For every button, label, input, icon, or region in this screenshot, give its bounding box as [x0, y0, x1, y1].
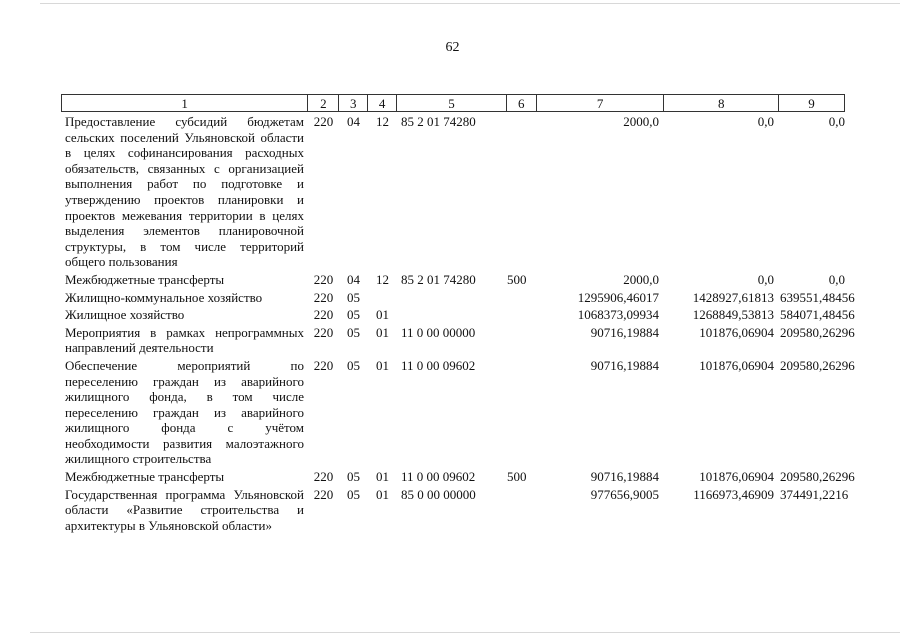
- table-row: [61, 289, 855, 306]
- row-target-article: 85 2 01 74280: [401, 114, 476, 129]
- row-section: 05: [347, 289, 360, 305]
- row-amount-2: 1166973,46909: [693, 486, 774, 502]
- row-amount-2: 101876,06904: [699, 357, 774, 373]
- table-header: [61, 94, 845, 112]
- row-target-article: [397, 307, 507, 323]
- row-amount-1: 1295906,46017: [577, 289, 659, 305]
- row-section: 05: [347, 307, 360, 323]
- row-amount-2: 0,0: [757, 114, 774, 129]
- header-col-7: 7: [537, 95, 665, 111]
- row-amount-3: 0,0: [828, 114, 845, 129]
- row-expense-type: 500: [507, 271, 527, 287]
- row-code: 220: [313, 307, 334, 323]
- table-row: [61, 357, 855, 467]
- row-section: 05: [347, 469, 360, 485]
- table-row: [61, 272, 845, 288]
- scan-edge-top: [40, 3, 900, 4]
- header-col-6: 6: [507, 95, 537, 111]
- row-code: 220: [313, 114, 334, 129]
- row-name: Жилищно-коммунальное хозяйство: [65, 289, 263, 305]
- header-col-2: 2: [308, 95, 339, 111]
- row-amount-3: 584071,48456: [780, 307, 855, 323]
- row-target-article: 11 0 00 09602: [401, 469, 476, 485]
- row-code: 220: [313, 357, 334, 373]
- row-subsection: 01: [376, 324, 389, 340]
- row-subsection: 01: [376, 469, 389, 485]
- row-amount-1: 2000,0: [623, 271, 659, 287]
- row-amount-2: 1428927,61813: [692, 289, 774, 305]
- budget-table: [61, 94, 855, 533]
- row-amount-1: 1068373,09934: [577, 307, 659, 323]
- row-amount-3: 0,0: [828, 271, 845, 287]
- row-amount-2: 0,0: [757, 271, 774, 287]
- row-amount-3: 209580,26296: [780, 357, 855, 373]
- row-amount-2: 101876,06904: [699, 469, 774, 485]
- row-target-article: 85 2 01 74280: [401, 271, 476, 287]
- row-target-article: 11 0 00 09602: [401, 357, 476, 373]
- row-name: Обеспечение мероприятий по переселению граждан из аварийного жилищного фонда, в том числе переселению граждан из аварийного жилищного фонда с учётом необходимости развития малоэтажного жилищного строительства: [65, 357, 304, 467]
- row-amount-3: 639551,48456: [780, 289, 855, 305]
- row-section: 05: [347, 357, 360, 373]
- table-row: [61, 469, 855, 485]
- row-amount-1: 90716,19884: [590, 469, 659, 485]
- row-subsection: 01: [376, 307, 389, 323]
- row-amount-3: 209580,26296: [780, 324, 855, 340]
- row-expense-type: [507, 307, 537, 323]
- row-expense-type: [507, 358, 537, 467]
- scan-edge-bottom: [30, 632, 900, 633]
- row-amount-2: 1268849,53813: [692, 307, 774, 323]
- row-subsection: [368, 290, 397, 306]
- table-row: [61, 114, 845, 270]
- page-number: 62: [445, 40, 460, 55]
- row-code: 220: [313, 469, 334, 485]
- row-code: 220: [313, 486, 334, 502]
- row-expense-type: [507, 290, 537, 306]
- row-code: 220: [313, 271, 334, 287]
- row-section: 04: [347, 271, 360, 287]
- row-code: 220: [313, 324, 334, 340]
- row-name: Предоставление субсидий бюджетам сельских поселений Ульяновской области в целях софинансирования расходных обязательств, связанных с организацией выполнения работ по подготовке и утверждению проектов планировки и проектов межевания территории в целях выделения элементов планировочной структуры, в том числе территорий общего пользования: [65, 114, 304, 270]
- row-target-article: 11 0 00 00000: [401, 324, 476, 340]
- row-target-article: [397, 290, 507, 306]
- row-amount-2: 101876,06904: [699, 324, 774, 340]
- row-section: 04: [347, 114, 360, 129]
- header-col-5: 5: [397, 95, 507, 111]
- row-name: Межбюджетные трансферты: [65, 469, 225, 485]
- table-row: [61, 324, 855, 356]
- row-amount-3: 209580,26296: [780, 469, 855, 485]
- header-col-9: 9: [808, 96, 815, 111]
- row-amount-3: 374491,2216: [780, 486, 849, 502]
- row-expense-type: [507, 487, 537, 534]
- row-amount-1: 90716,19884: [590, 324, 659, 340]
- header-col-1: 1: [62, 95, 308, 111]
- row-expense-type: [507, 114, 537, 270]
- header-col-4: 4: [368, 95, 397, 111]
- header-col-8: 8: [664, 95, 779, 111]
- table-row: [61, 486, 849, 534]
- row-name: Межбюджетные трансферты: [65, 271, 225, 287]
- row-name: Жилищное хозяйство: [65, 307, 185, 323]
- row-subsection: 01: [376, 486, 389, 502]
- row-expense-type: 500: [507, 469, 527, 485]
- row-code: 220: [313, 289, 334, 305]
- table-row: [61, 307, 855, 323]
- row-subsection: 01: [376, 357, 389, 373]
- row-section: 05: [347, 486, 360, 502]
- row-section: 05: [347, 324, 360, 340]
- row-amount-1: 2000,0: [623, 114, 659, 129]
- row-subsection: 12: [376, 271, 389, 287]
- row-subsection: 12: [376, 114, 389, 129]
- row-name: Мероприятия в рамках непрограммных направлений деятельности: [65, 324, 304, 356]
- row-amount-1: 977656,9005: [590, 486, 659, 502]
- row-expense-type: [507, 325, 537, 356]
- row-name: Государственная программа Ульяновской области «Развитие строительства и архитектуры в Ульяновской области»: [65, 486, 304, 533]
- header-col-3: 3: [339, 95, 368, 111]
- row-amount-1: 90716,19884: [590, 357, 659, 373]
- row-target-article: 85 0 00 00000: [401, 486, 476, 502]
